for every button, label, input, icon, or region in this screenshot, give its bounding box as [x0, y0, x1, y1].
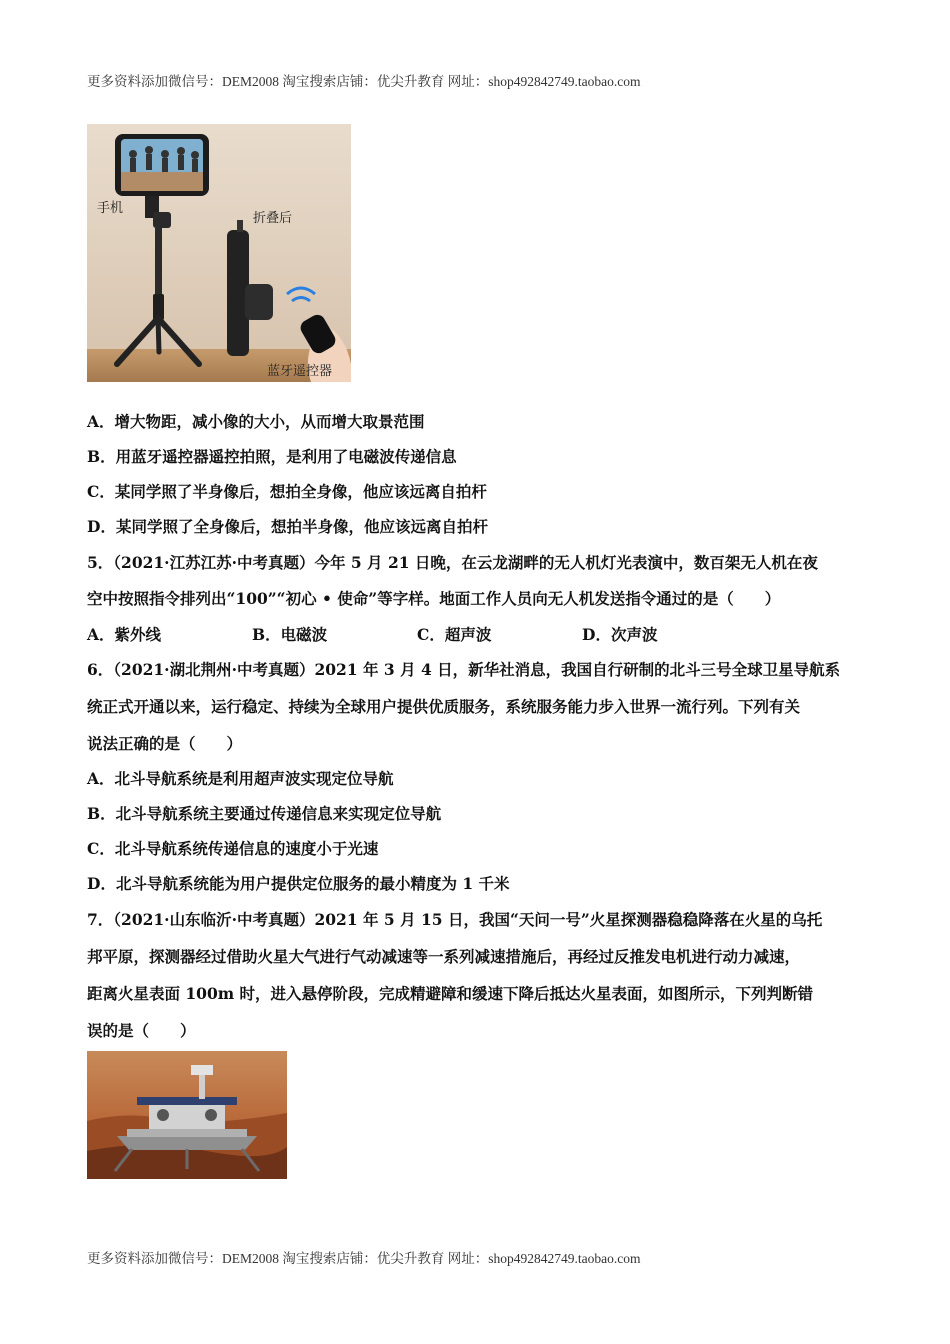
q6-option-d: D．北斗导航系统能为用户提供定位服务的最小精度为 1 千米 [87, 874, 510, 893]
selfie-stick-illustration [87, 124, 351, 382]
q5-stem-line1: 5．（2021·江苏江苏·中考真题）今年 5 月 21 日晚，在云龙湖畔的无人机灯光表演中，数百架无人机在夜 [87, 553, 818, 572]
q7-stem-line1: 7．（2021·山东临沂·中考真题）2021 年 5 月 15 日，我国“天问一号”火星探测器稳稳降落在火星的乌托 [87, 910, 823, 929]
label-phone: 手机 [97, 200, 124, 215]
selfie-stick-figure [87, 124, 351, 382]
label-folded: 折叠后 [253, 210, 293, 225]
q4-option-c: C．某同学照了半身像后，想拍全身像，他应该远离自拍杆 [87, 482, 487, 501]
q5-option-d: D．次声波 [582, 625, 658, 644]
q6-option-c: C．北斗导航系统传递信息的速度小于光速 [87, 839, 379, 858]
q7-stem-line2: 邦平原，探测器经过借助火星大气进行气动减速等一系列减速措施后，再经过反推发电机进行动力减速， [87, 947, 801, 966]
q5-option-c: C．超声波 [417, 625, 492, 644]
q5-option-a: A．紫外线 [87, 625, 162, 644]
q5-stem-line2: 空中按照指令排列出“100”“初心 • 使命”等字样。地面工作人员向无人机发送指令通过的是（ ） [87, 589, 781, 608]
q4-option-d: D．某同学照了全身像后，想拍半身像，他应该远离自拍杆 [87, 517, 488, 536]
q5-options [87, 625, 867, 645]
q5-option-b: B．电磁波 [252, 625, 328, 644]
q4-option-a: A．增大物距，减小像的大小，从而增大取景范围 [87, 412, 425, 431]
page-header: 更多资料添加微信号：DEM2008 淘宝搜索店铺：优尖升教育 网址：shop492842749.taobao.com [87, 74, 641, 89]
q7-stem-line4: 误的是（ ） [87, 1021, 196, 1040]
mars-rover-figure [87, 1051, 287, 1179]
label-remote: 蓝牙遥控器 [267, 363, 333, 378]
q6-stem-line2: 统正式开通以来，运行稳定、持续为全球用户提供优质服务，系统服务能力步入世界一流行列。下列有关 [87, 697, 801, 716]
q6-option-b: B．北斗导航系统主要通过传递信息来实现定位导航 [87, 804, 442, 823]
mars-rover-illustration [87, 1051, 287, 1179]
q6-option-a: A．北斗导航系统是利用超声波实现定位导航 [87, 769, 394, 788]
q4-option-b: B．用蓝牙遥控器遥控拍照，是利用了电磁波传递信息 [87, 447, 457, 466]
page-footer: 更多资料添加微信号：DEM2008 淘宝搜索店铺：优尖升教育 网址：shop492842749.taobao.com [87, 1251, 641, 1266]
q6-stem-line3: 说法正确的是（ ） [87, 734, 243, 753]
q6-stem-line1: 6．（2021·湖北荆州·中考真题）2021 年 3 月 4 日，新华社消息，我国自行研制的北斗三号全球卫星导航系 [87, 660, 841, 679]
q7-stem-line3: 距离火星表面 100m 时，进入悬停阶段，完成精避障和缓速下降后抵达火星表面，如图所示，下列判断错 [87, 984, 814, 1003]
